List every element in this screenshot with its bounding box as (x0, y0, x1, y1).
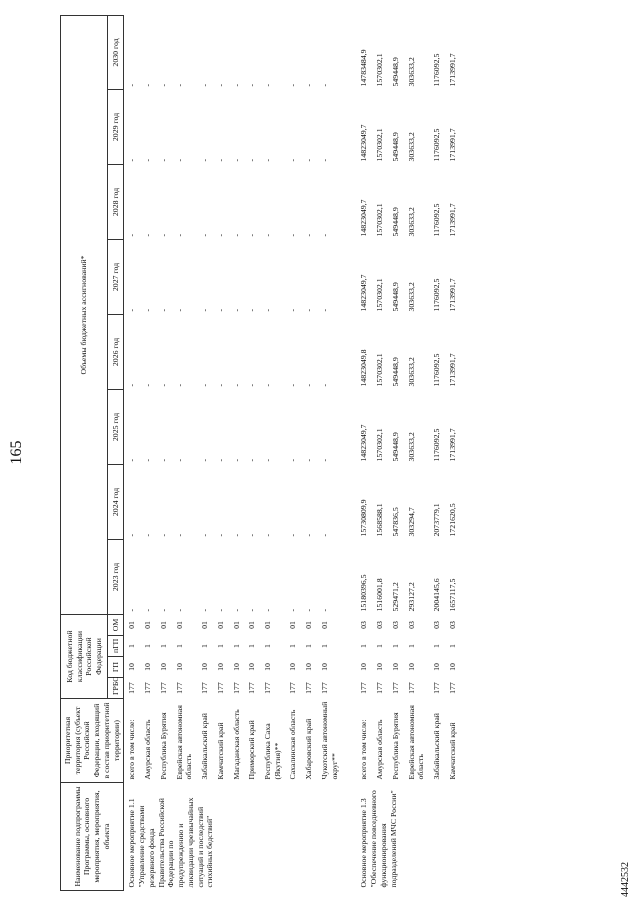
amount-cell: - (304, 533, 314, 537)
amount-cell: - (247, 533, 257, 537)
amount-cell: - (288, 233, 298, 237)
amount-cell: - (127, 308, 137, 312)
amount-cell: - (200, 383, 210, 387)
amount-cell: - (231, 458, 241, 462)
table-row (372, 15, 388, 890)
amount-cell: - (247, 308, 257, 312)
table-row (244, 15, 260, 890)
amount-cell: - (143, 308, 153, 312)
amount-cell: - (174, 233, 184, 237)
grbs-cell: 177 (127, 682, 137, 694)
amount-cell: - (174, 308, 184, 312)
territory-cell: Республика Бурятия (158, 712, 168, 780)
grbs-cell: 177 (288, 682, 298, 694)
amount-cell: 1570302,1 (375, 278, 385, 312)
amount-cell: - (127, 458, 137, 462)
gp-cell: 10 (375, 663, 385, 671)
amount-cell: - (158, 383, 168, 387)
amount-cell: 303633,2 (406, 282, 416, 312)
amount-cell: - (288, 533, 298, 537)
amount-cell: - (319, 383, 329, 387)
amount-cell: - (158, 458, 168, 462)
amount-cell: 14823049,8 (359, 349, 369, 387)
amount-cell: 529471,2 (390, 582, 400, 612)
amount-cell: - (263, 308, 273, 312)
amount-cell: 1657117,5 (447, 578, 457, 612)
om-cell: 01 (304, 621, 314, 629)
table-row (156, 15, 172, 890)
table-row (285, 15, 301, 890)
header-volumes: Объемы бюджетных ассигнований* (61, 15, 108, 614)
gp-cell: 10 (304, 663, 314, 671)
territory-cell: Республика Бурятия (390, 712, 400, 780)
grbs-cell: 177 (231, 682, 241, 694)
amount-cell: - (247, 608, 257, 612)
om-cell: 01 (263, 621, 273, 629)
amount-cell: 2073779,1 (432, 503, 442, 537)
om-cell: 01 (158, 621, 168, 629)
grbs-cell: 177 (263, 682, 273, 694)
header-year: 2030 год (108, 15, 124, 89)
amount-cell: - (143, 608, 153, 612)
amount-cell: - (143, 533, 153, 537)
gp-cell: 10 (215, 663, 225, 671)
amount-cell: - (200, 83, 210, 87)
amount-cell: - (319, 458, 329, 462)
amount-cell: 1570302,1 (375, 203, 385, 237)
om-cell: 01 (231, 621, 241, 629)
amount-cell: - (263, 158, 273, 162)
table-row (213, 15, 229, 890)
amount-cell: - (288, 383, 298, 387)
amount-cell: - (158, 158, 168, 162)
amount-cell: - (200, 158, 210, 162)
om-cell: 03 (432, 621, 442, 629)
pgp-cell: 1 (390, 644, 400, 648)
amount-cell: - (263, 83, 273, 87)
header-gp: ГП (108, 657, 124, 678)
amount-cell: - (319, 308, 329, 312)
territory-cell: Республика Саха (Якутия)** (263, 723, 282, 780)
amount-cell: - (127, 383, 137, 387)
table-row (301, 15, 317, 890)
header-grbs: ГРБС (108, 678, 124, 699)
amount-cell: 1516001,8 (375, 578, 385, 612)
territory-cell: Камчатский край (447, 722, 457, 780)
table-row (260, 15, 285, 890)
amount-cell: 1570302,1 (375, 428, 385, 462)
amount-cell: 549448,9 (390, 357, 400, 387)
amount-cell: 1713991,7 (447, 53, 457, 87)
amount-cell: - (215, 458, 225, 462)
amount-cell: - (215, 608, 225, 612)
amount-cell: - (247, 458, 257, 462)
amount-cell: 549448,9 (390, 132, 400, 162)
pgp-cell: 1 (263, 644, 273, 648)
amount-cell: - (174, 533, 184, 537)
amount-cell: - (215, 158, 225, 162)
header-year: 2029 год (108, 90, 124, 165)
gp-cell: 10 (158, 663, 168, 671)
header-year: 2026 год (108, 315, 124, 390)
territory-cell: Хабаровский край (304, 718, 314, 780)
header-year: 2027 год (108, 240, 124, 315)
amount-cell: - (174, 608, 184, 612)
amount-cell: 303633,2 (406, 132, 416, 162)
amount-cell: - (319, 233, 329, 237)
om-cell: 03 (359, 621, 369, 629)
grbs-cell: 177 (200, 682, 210, 694)
amount-cell: - (288, 158, 298, 162)
om-cell: 01 (143, 621, 153, 629)
header-pgp: пГП (108, 636, 124, 657)
table-row (140, 15, 156, 890)
territory-cell: Забайкальский край (432, 713, 442, 780)
amount-cell: - (143, 383, 153, 387)
grbs-cell: 177 (143, 682, 153, 694)
header-year: 2024 год (108, 465, 124, 540)
page-number: 165 (8, 440, 25, 465)
amount-cell: 14783484,9 (359, 49, 369, 87)
table-row (229, 15, 245, 890)
amount-cell: - (231, 308, 241, 312)
table-body (124, 15, 461, 890)
territory-cell: всего в том числе: (127, 719, 137, 780)
gp-cell: 10 (174, 663, 184, 671)
pgp-cell: 1 (215, 644, 225, 648)
amount-cell: - (247, 233, 257, 237)
amount-cell: 1713991,7 (447, 353, 457, 387)
header-year: 2023 год (108, 540, 124, 615)
grbs-cell: 177 (359, 682, 369, 694)
territory-cell: Еврейская автономная область (406, 705, 426, 780)
amount-cell: - (231, 608, 241, 612)
grbs-cell: 177 (375, 682, 385, 694)
amount-cell: 15730809,9 (359, 499, 369, 537)
amount-cell: 1176092,5 (432, 353, 442, 387)
amount-cell: 1721620,5 (447, 503, 457, 537)
section-spacer (342, 15, 356, 890)
territory-cell: Амурская область (375, 719, 385, 780)
gp-cell: 10 (231, 663, 241, 671)
amount-cell: - (288, 608, 298, 612)
amount-cell: 1570302,1 (375, 353, 385, 387)
grbs-cell: 177 (247, 682, 257, 694)
gp-cell: 10 (359, 663, 369, 671)
territory-cell: Камчатский край (215, 722, 225, 780)
pgp-cell: 1 (375, 644, 385, 648)
table-row (445, 15, 461, 890)
pgp-cell: 1 (200, 644, 210, 648)
gp-cell: 10 (406, 663, 416, 671)
pgp-cell: 1 (247, 644, 257, 648)
grbs-cell: 177 (174, 682, 184, 694)
gp-cell: 10 (143, 663, 153, 671)
amount-cell: - (174, 83, 184, 87)
gp-cell: 10 (263, 663, 273, 671)
grbs-cell: 177 (447, 682, 457, 694)
pgp-cell: 1 (288, 644, 298, 648)
amount-cell: - (319, 533, 329, 537)
amount-cell: - (231, 158, 241, 162)
amount-cell: - (174, 458, 184, 462)
amount-cell: - (127, 158, 137, 162)
amount-cell: - (304, 458, 314, 462)
amount-cell: - (127, 533, 137, 537)
table-row (388, 15, 404, 890)
om-cell: 01 (127, 621, 137, 629)
amount-cell: 549448,9 (390, 57, 400, 87)
territory-cell: всего в том числе: (359, 719, 369, 780)
amount-cell: - (200, 458, 210, 462)
amount-cell: - (158, 608, 168, 612)
amount-cell: - (231, 83, 241, 87)
amount-cell: 1176092,5 (432, 53, 442, 87)
amount-cell: - (215, 83, 225, 87)
amount-cell: - (127, 233, 137, 237)
amount-cell: 14823049,7 (359, 199, 369, 237)
section-name: Основное мероприятие 1.1 "Управление средствами резервного фонда Правительства Российской Федерации по предупреждению и ликвидации чрезвычайных ситуаций и последствий стихийных бедствий" (127, 797, 215, 888)
amount-cell: 1713991,7 (447, 428, 457, 462)
table-row (404, 15, 429, 890)
amount-cell: - (288, 458, 298, 462)
amount-cell: - (215, 233, 225, 237)
amount-cell: - (200, 608, 210, 612)
amount-cell: 303294,7 (406, 507, 416, 537)
header-name: Наименование подпрограммы Программы, основного мероприятия, мероприятия, объекта (61, 783, 124, 891)
gp-cell: 10 (200, 663, 210, 671)
amount-cell: - (158, 233, 168, 237)
amount-cell: - (263, 383, 273, 387)
grbs-cell: 177 (319, 682, 329, 694)
amount-cell: - (231, 383, 241, 387)
amount-cell: - (231, 233, 241, 237)
territory-cell: Амурская область (143, 719, 153, 780)
amount-cell: 14823049,7 (359, 424, 369, 462)
amount-cell: - (304, 383, 314, 387)
pgp-cell: 1 (143, 644, 153, 648)
grbs-cell: 177 (406, 682, 416, 694)
amount-cell: - (158, 533, 168, 537)
budget-table (60, 15, 461, 891)
amount-cell: - (143, 158, 153, 162)
grbs-cell: 177 (432, 682, 442, 694)
grbs-cell: 177 (215, 682, 225, 694)
amount-cell: - (304, 83, 314, 87)
amount-cell: - (158, 308, 168, 312)
amount-cell: - (263, 608, 273, 612)
amount-cell: - (215, 533, 225, 537)
amount-cell: 303633,2 (406, 432, 416, 462)
om-cell: 01 (174, 621, 184, 629)
amount-cell: 1176092,5 (432, 278, 442, 312)
amount-cell: - (263, 233, 273, 237)
amount-cell: 1568588,1 (375, 503, 385, 537)
amount-cell: 303633,2 (406, 357, 416, 387)
pgp-cell: 1 (231, 644, 241, 648)
amount-cell: 1713991,7 (447, 128, 457, 162)
table-row (197, 15, 213, 890)
table-row (317, 15, 342, 890)
amount-cell: 14823049,7 (359, 274, 369, 312)
amount-cell: - (263, 533, 273, 537)
om-cell: 03 (406, 621, 416, 629)
header-year: 2028 год (108, 165, 124, 240)
amount-cell: 1713991,7 (447, 203, 457, 237)
om-cell: 01 (215, 621, 225, 629)
amount-cell: 1570302,1 (375, 53, 385, 87)
territory-cell: Сахалинская область (288, 709, 298, 780)
gp-cell: 10 (447, 663, 457, 671)
amount-cell: - (200, 533, 210, 537)
amount-cell: 293127,2 (406, 582, 416, 612)
amount-cell: 1176092,5 (432, 428, 442, 462)
amount-cell: - (143, 83, 153, 87)
pgp-cell: 1 (127, 644, 137, 648)
grbs-cell: 177 (158, 682, 168, 694)
gp-cell: 10 (390, 663, 400, 671)
amount-cell: 1176092,5 (432, 203, 442, 237)
grbs-cell: 177 (304, 682, 314, 694)
territory-cell: Магаданская область (231, 709, 241, 780)
amount-cell: 303633,2 (406, 207, 416, 237)
amount-cell: - (143, 458, 153, 462)
om-cell: 03 (375, 621, 385, 629)
territory-cell: Еврейская автономная область (174, 705, 194, 780)
amount-cell: - (304, 158, 314, 162)
om-cell: 01 (200, 621, 210, 629)
amount-cell: 15180396,5 (359, 574, 369, 612)
amount-cell: - (215, 308, 225, 312)
amount-cell: 1713991,7 (447, 278, 457, 312)
territory-cell: Чукотский автономный округ** (319, 701, 339, 780)
amount-cell: 1176092,5 (432, 128, 442, 162)
amount-cell: 2004145,6 (432, 578, 442, 612)
grbs-cell: 177 (390, 682, 400, 694)
header-year: 2025 год (108, 390, 124, 465)
pgp-cell: 1 (447, 644, 457, 648)
table-row (356, 15, 372, 890)
gp-cell: 10 (127, 663, 137, 671)
gp-cell: 10 (432, 663, 442, 671)
amount-cell: - (319, 83, 329, 87)
amount-cell: 549448,9 (390, 432, 400, 462)
amount-cell: - (247, 83, 257, 87)
amount-cell: - (304, 233, 314, 237)
header-territory: Приоритетная территория (субъект Российской Федерации, входящий в состав приоритетной территории) (61, 699, 124, 783)
amount-cell: 549448,9 (390, 207, 400, 237)
table-row (429, 15, 445, 890)
amount-cell: - (215, 383, 225, 387)
amount-cell: - (288, 308, 298, 312)
section-name: Основное мероприятие 1.3 "Обеспечение повседневного функционирования подразделений МЧС России" (359, 790, 398, 888)
amount-cell: 303633,2 (406, 57, 416, 87)
pgp-cell: 1 (319, 644, 329, 648)
amount-cell: 1570302,1 (375, 128, 385, 162)
amount-cell: - (288, 83, 298, 87)
amount-cell: - (263, 458, 273, 462)
amount-cell: 14823049,7 (359, 124, 369, 162)
om-cell: 03 (447, 621, 457, 629)
om-cell: 01 (247, 621, 257, 629)
gp-cell: 10 (319, 663, 329, 671)
amount-cell: - (158, 83, 168, 87)
territory-cell: Приморский край (247, 720, 257, 780)
om-cell: 01 (288, 621, 298, 629)
amount-cell: - (143, 233, 153, 237)
om-cell: 03 (390, 621, 400, 629)
amount-cell: - (200, 233, 210, 237)
amount-cell: - (319, 158, 329, 162)
table-row (124, 15, 140, 890)
pgp-cell: 1 (174, 644, 184, 648)
amount-cell: - (247, 158, 257, 162)
amount-cell: 549448,9 (390, 282, 400, 312)
gp-cell: 10 (288, 663, 298, 671)
amount-cell: 547836,5 (390, 507, 400, 537)
amount-cell: - (127, 83, 137, 87)
document-id: 4442532 (620, 862, 631, 897)
amount-cell: - (127, 608, 137, 612)
table-row (172, 15, 197, 890)
gp-cell: 10 (247, 663, 257, 671)
amount-cell: - (247, 383, 257, 387)
amount-cell: - (174, 158, 184, 162)
pgp-cell: 1 (432, 644, 442, 648)
amount-cell: - (319, 608, 329, 612)
amount-cell: - (231, 533, 241, 537)
pgp-cell: 1 (406, 644, 416, 648)
territory-cell: Забайкальский край (200, 713, 210, 780)
pgp-cell: 1 (359, 644, 369, 648)
om-cell: 01 (319, 621, 329, 629)
pgp-cell: 1 (304, 644, 314, 648)
pgp-cell: 1 (158, 644, 168, 648)
header-om: ОМ (108, 615, 124, 636)
amount-cell: - (304, 308, 314, 312)
amount-cell: - (304, 608, 314, 612)
header-budget-code: Код бюджетной классификации Российской Федерации (61, 615, 108, 699)
amount-cell: - (200, 308, 210, 312)
amount-cell: - (174, 383, 184, 387)
